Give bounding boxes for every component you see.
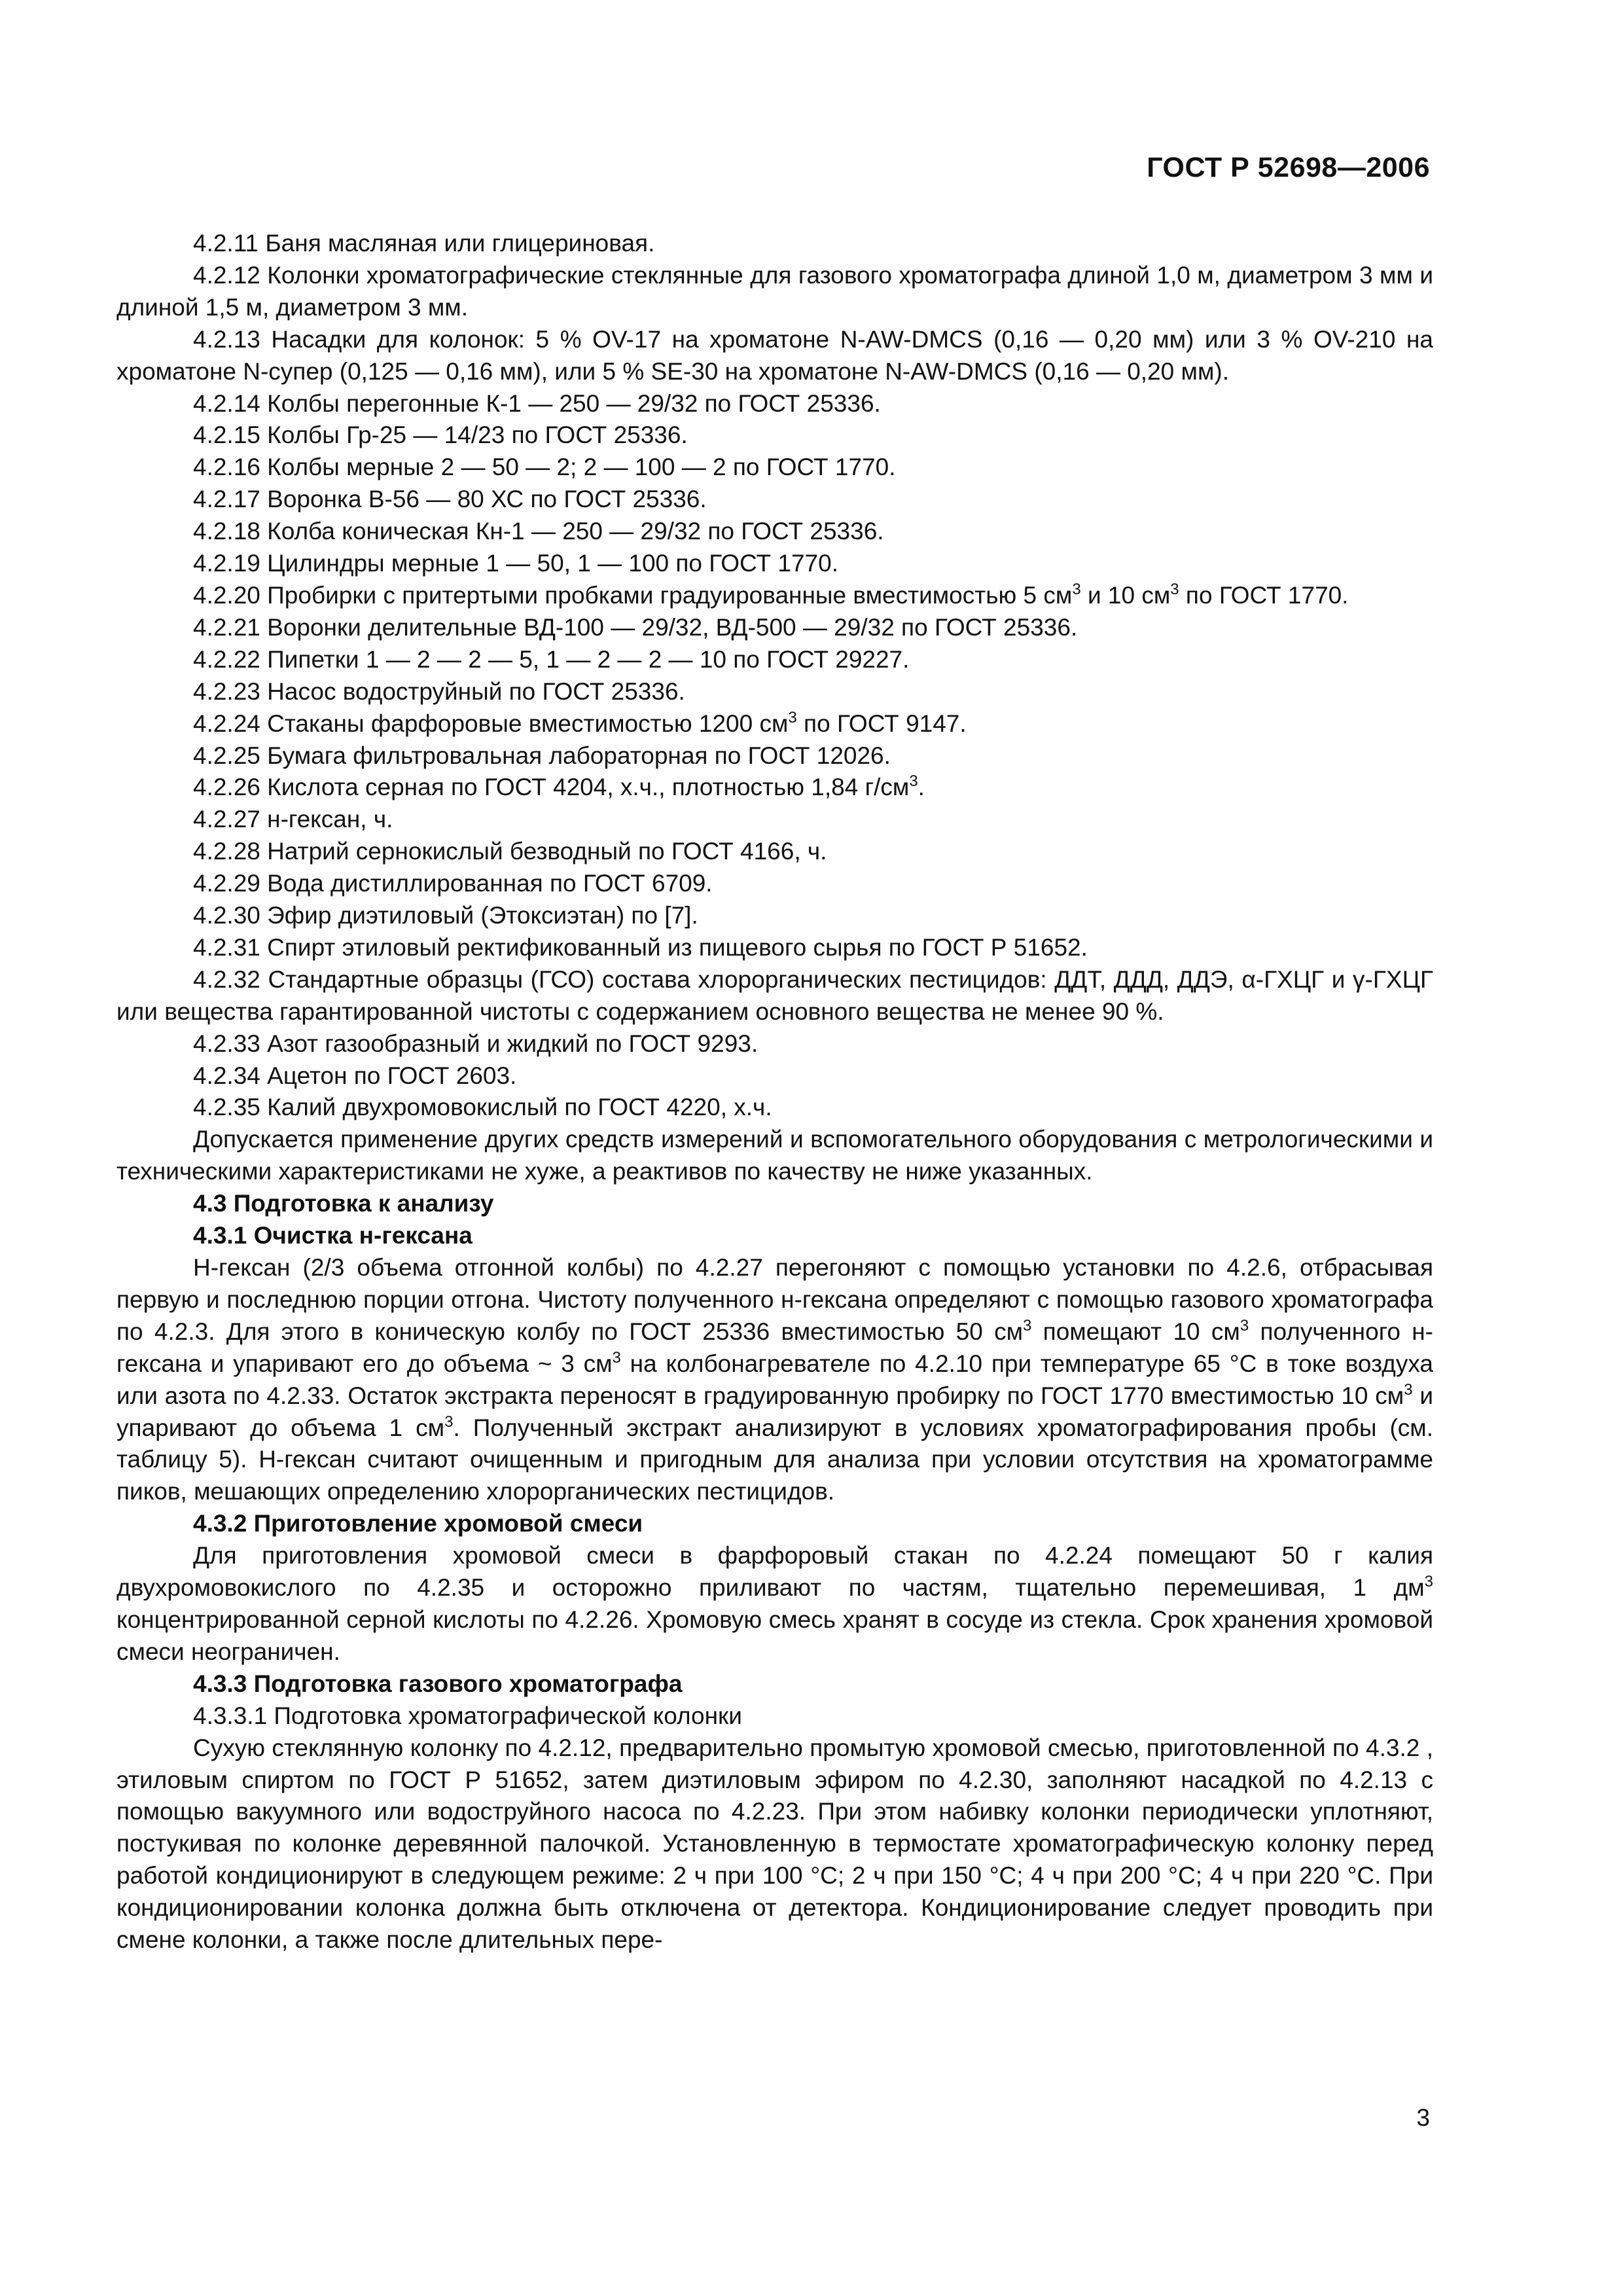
paragraph-4-2-20: 4.2.20 Пробирки с притертыми пробками градуированные вместимостью 5 $см^3$ и 10 $см^3$ по ГОСТ 1770. (193, 580, 1349, 609)
paragraph-4-2-23: 4.2.23 Насос водоструйный по ГОСТ 25336. (193, 677, 685, 705)
paragraph-4-2-12: 4.2.12 Колонки хроматографические стеклянные для газового хроматографа длиной 1,0 м, диаметром 3 мм и длиной 1,5 м, диаметром 3 мм. (116, 261, 1433, 321)
paragraph-4-2-32: 4.2.32 Стандартные образцы (ГСО) состава хлорорганических пестицидов: ДДТ, ДДД, ДДЭ, α-ГХЦГ и γ-ГХЦГ или вещества гарантированной чистоты с содержанием основного вещества не менее 90 %. (116, 965, 1433, 1025)
paragraph-4-2-22: 4.2.22 Пипетки 1 — 2 — 2 — 5, 1 — 2 — 2 — 10 по ГОСТ 29227. (193, 645, 910, 673)
paragraph-4-2-11: 4.2.11 Баня масляная или глицериновая. (193, 230, 655, 257)
paragraph-4-2-16: 4.2.16 Колбы мерные 2 — 50 — 2; 2 — 100 — 2 по ГОСТ 1770. (193, 454, 896, 481)
heading-4-3-1: 4.3.1 Очистка н-гексана (193, 1222, 473, 1249)
paragraph-chrome-mixture: Для приготовления хромовой смеси в фарфоровый стакан по 4.2.24 помещают 50 г калия двухромовокислого по 4.2.35 и осторожно приливают по частям, тщательно перемешивая, 1 $дм^3$ концентрированной серной кислоты по 4.2.26. Хромовую смесь хранят в сосуде из стекла. Срок хранения хромовой смеси неограничен. (116, 1542, 1433, 1665)
paragraph-column-preparation: Сухую стеклянную колонку по 4.2.12, предварительно промытую хромовой смесью, приготовленной по 4.3.2 , этиловым спиртом по ГОСТ Р 51652, затем диэтиловым эфиром по 4.2.30, заполняют насадкой по 4.2.13 с помощью вакуумного или водоструйного насоса по 4.2.23. При этом набивку колонки периодически уплотняют, постукивая по колонке деревянной палочкой. Установленную в термостате хроматографическую колонку перед работой кондиционируют в следующем режиме: 2 ч при 100 °С; 2 ч при 150 °С; 4 ч при 200 °С; 4 ч при 220 °С. При кондиционировании колонка должна быть отключена от детектора. Кондиционирование следует проводить при смене колонки, а также после длительных пере- (116, 1734, 1433, 1954)
paragraph-4-2-15: 4.2.15 Колбы Гр-25 — 14/23 по ГОСТ 25336. (193, 422, 688, 449)
paragraph-hexane-cleaning: Н-гексан (2/3 объема отгонной колбы) по 4.2.27 перегоняют с помощью установки по 4.2.6, отбрасывая первую и последнюю порции отгона. Чистоту полученного н-гексана определяют с помощью газового хроматографа по 4.2.3. Для этого в коническую колбу по ГОСТ 25336 вместимостью 50 $см^3$ помещают 10 $см^3$ полученного н-гексана и упаривают его до объема ~ 3 $см^3$ на колбонагревателе по 4.2.10 при температуре 65 °С в токе воздуха или азота по 4.2.33. Остаток экстракта переносят в градуированную пробирку по ГОСТ 1770 вместимостью 10 $см^3$ и упаривают до объема 1 $см^3$. Полученный экстракт анализируют в условиях хроматографирования пробы (см. таблицу 5). Н-гексан считают очищенным и пригодным для анализа при условии отсутствия на хроматограмме пиков, мешающих определению хлорорганических пестицидов. (116, 1254, 1434, 1505)
paragraph-4-2-33: 4.2.33 Азот газообразный и жидкий по ГОСТ 9293. (193, 1030, 758, 1057)
paragraph-4-2-29: 4.2.29 Вода дистиллированная по ГОСТ 6709. (193, 870, 713, 897)
paragraph-4-2-24: 4.2.24 Стаканы фарфоровые вместимостью 1200 $см^3$ по ГОСТ 9147. (193, 708, 967, 737)
paragraph-allowance: Допускается применение других средств измерений и вспомогательного оборудования с метрологическими и техническими характеристиками не хуже, а реактивов по качеству не ниже указанных. (116, 1126, 1433, 1185)
document-header: ГОСТ Р 52698—2006 (1147, 152, 1430, 183)
paragraph-4-2-18: 4.2.18 Колба коническая Кн-1 — 250 — 29/32 по ГОСТ 25336. (193, 518, 884, 545)
heading-4-3-3: 4.3.3 Подготовка газового хроматографа (193, 1670, 683, 1697)
paragraph-4-2-21: 4.2.21 Воронки делительные ВД-100 — 29/32, ВД-500 — 29/32 по ГОСТ 25336. (193, 613, 1078, 641)
document-body (116, 228, 1433, 1956)
paragraph-4-2-26: 4.2.26 Кислота серная по ГОСТ 4204, х.ч., плотностью 1,84 $г/см^3$. (193, 772, 925, 801)
page-number: 3 (1416, 2104, 1430, 2131)
paragraph-4-2-28: 4.2.28 Натрий сернокислый безводный по ГОСТ 4166, ч. (193, 838, 827, 865)
paragraph-4-2-25: 4.2.25 Бумага фильтровальная лабораторная по ГОСТ 12026. (193, 742, 891, 769)
paragraph-4-2-34: 4.2.34 Ацетон по ГОСТ 2603. (193, 1062, 517, 1089)
paragraph-4-2-27: 4.2.27 н-гексан, ч. (193, 806, 393, 833)
paragraph-4-2-17: 4.2.17 Воронка В-56 — 80 ХС по ГОСТ 25336. (193, 486, 707, 513)
paragraph-4-2-14: 4.2.14 Колбы перегонные К-1 — 250 — 29/32 по ГОСТ 25336. (193, 389, 881, 417)
heading-4-3-2: 4.3.2 Приготовление хромовой смеси (193, 1510, 643, 1537)
paragraph-4-2-35: 4.2.35 Калий двухромовокислый по ГОСТ 4220, х.ч. (193, 1094, 772, 1121)
paragraph-4-2-19: 4.2.19 Цилиндры мерные 1 — 50, 1 — 100 по ГОСТ 1770. (193, 550, 838, 577)
paragraph-4-2-30: 4.2.30 Эфир диэтиловый (Этоксиэтан) по [7]. (193, 902, 698, 929)
heading-4-3: 4.3 Подготовка к анализу (193, 1190, 494, 1217)
paragraph-4-2-13: 4.2.13 Насадки для колонок: 5 % OV-17 на хроматоне N-AW-DMCS (0,16 — 0,20 мм) или 3 % OV-210 на хроматоне N-супер (0,125 — 0,16 мм), или 5 % SE-30 на хроматоне N-AW-DMCS (0,16 — 0,20 мм). (116, 325, 1433, 385)
paragraph-4-2-31: 4.2.31 Спирт этиловый ректификованный из пищевого сырья по ГОСТ Р 51652. (193, 933, 1088, 961)
heading-4-3-3-1: 4.3.3.1 Подготовка хроматографической колонки (193, 1702, 742, 1729)
